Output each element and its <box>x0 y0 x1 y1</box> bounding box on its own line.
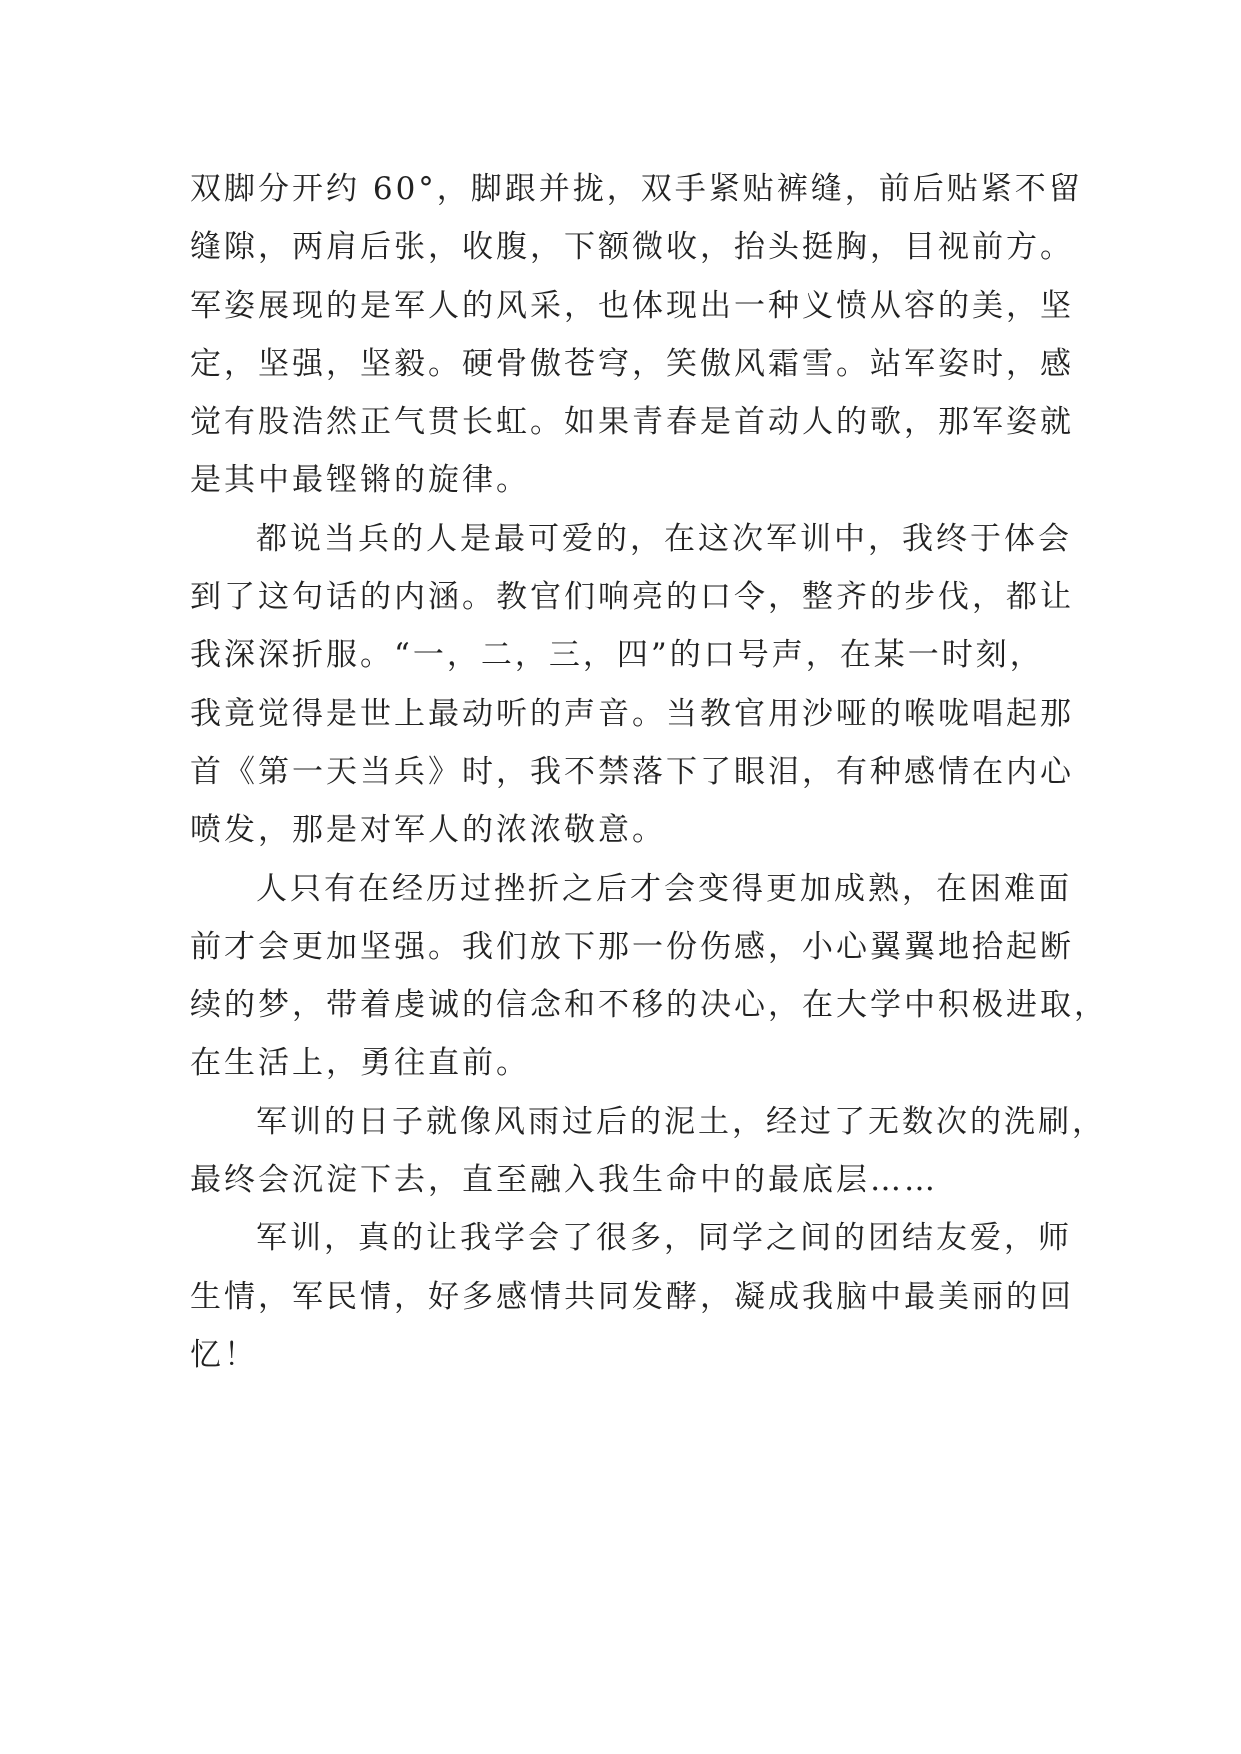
text-line: 是其中最铿锵的旋律。 <box>190 462 530 499</box>
paragraph-start-line: 军训，真的让我学会了很多，同学之间的团结友爱，师 <box>256 1220 1072 1257</box>
text-line: 生情，军民情，好多感情共同发酵，凝成我脑中最美丽的回 <box>190 1278 1074 1315</box>
text-line: 喷发，那是对军人的浓浓敬意。 <box>190 812 666 849</box>
text-line: 在生活上，勇往直前。 <box>190 1045 530 1082</box>
body-text <box>190 160 1108 1384</box>
text-line: 最终会沉淀下去，直至融入我生命中的最底层…… <box>190 1162 938 1199</box>
text-line: 首《第一天当兵》时，我不禁落下了眼泪，有种感情在内心 <box>190 753 1074 790</box>
text-line: 忆！ <box>190 1336 258 1373</box>
text-line: 缝隙，两肩后张，收腹，下额微收，抬头挺胸，目视前方。 <box>190 229 1074 266</box>
paragraph-start-line: 人只有在经历过挫折之后才会变得更加成熟，在困难面 <box>256 870 1072 907</box>
text-line: 我竟觉得是世上最动听的声音。当教官用沙哑的喉咙唱起那 <box>190 695 1074 732</box>
text-line: 到了这句话的内涵。教官们响亮的口令，整齐的步伐，都让 <box>190 579 1074 616</box>
text-line: 觉有股浩然正气贯长虹。如果青春是首动人的歌，那军姿就 <box>190 404 1074 441</box>
text-line: 续的梦，带着虔诚的信念和不移的决心，在大学中积极进取， <box>190 987 1108 1024</box>
paragraph-start-line: 都说当兵的人是最可爱的，在这次军训中，我终于体会 <box>256 520 1072 557</box>
text-line: 我深深折服。“一，二，三，四”的口号声，在某一时刻， <box>190 637 1044 674</box>
paragraph-start-line: 军训的日子就像风雨过后的泥土，经过了无数次的洗刷， <box>256 1103 1106 1140</box>
text-line: 军姿展现的是军人的风采，也体现出一种义愤从容的美，坚 <box>190 287 1074 324</box>
text-line: 双脚分开约 60°，脚跟并拢，双手紧贴裤缝，前后贴紧不留 <box>190 171 1083 207</box>
text-line: 前才会更加坚强。我们放下那一份伤感，小心翼翼地拾起断 <box>190 928 1074 965</box>
text-line: 定，坚强，坚毅。硬骨傲苍穹，笑傲风霜雪。站军姿时，感 <box>190 345 1074 382</box>
